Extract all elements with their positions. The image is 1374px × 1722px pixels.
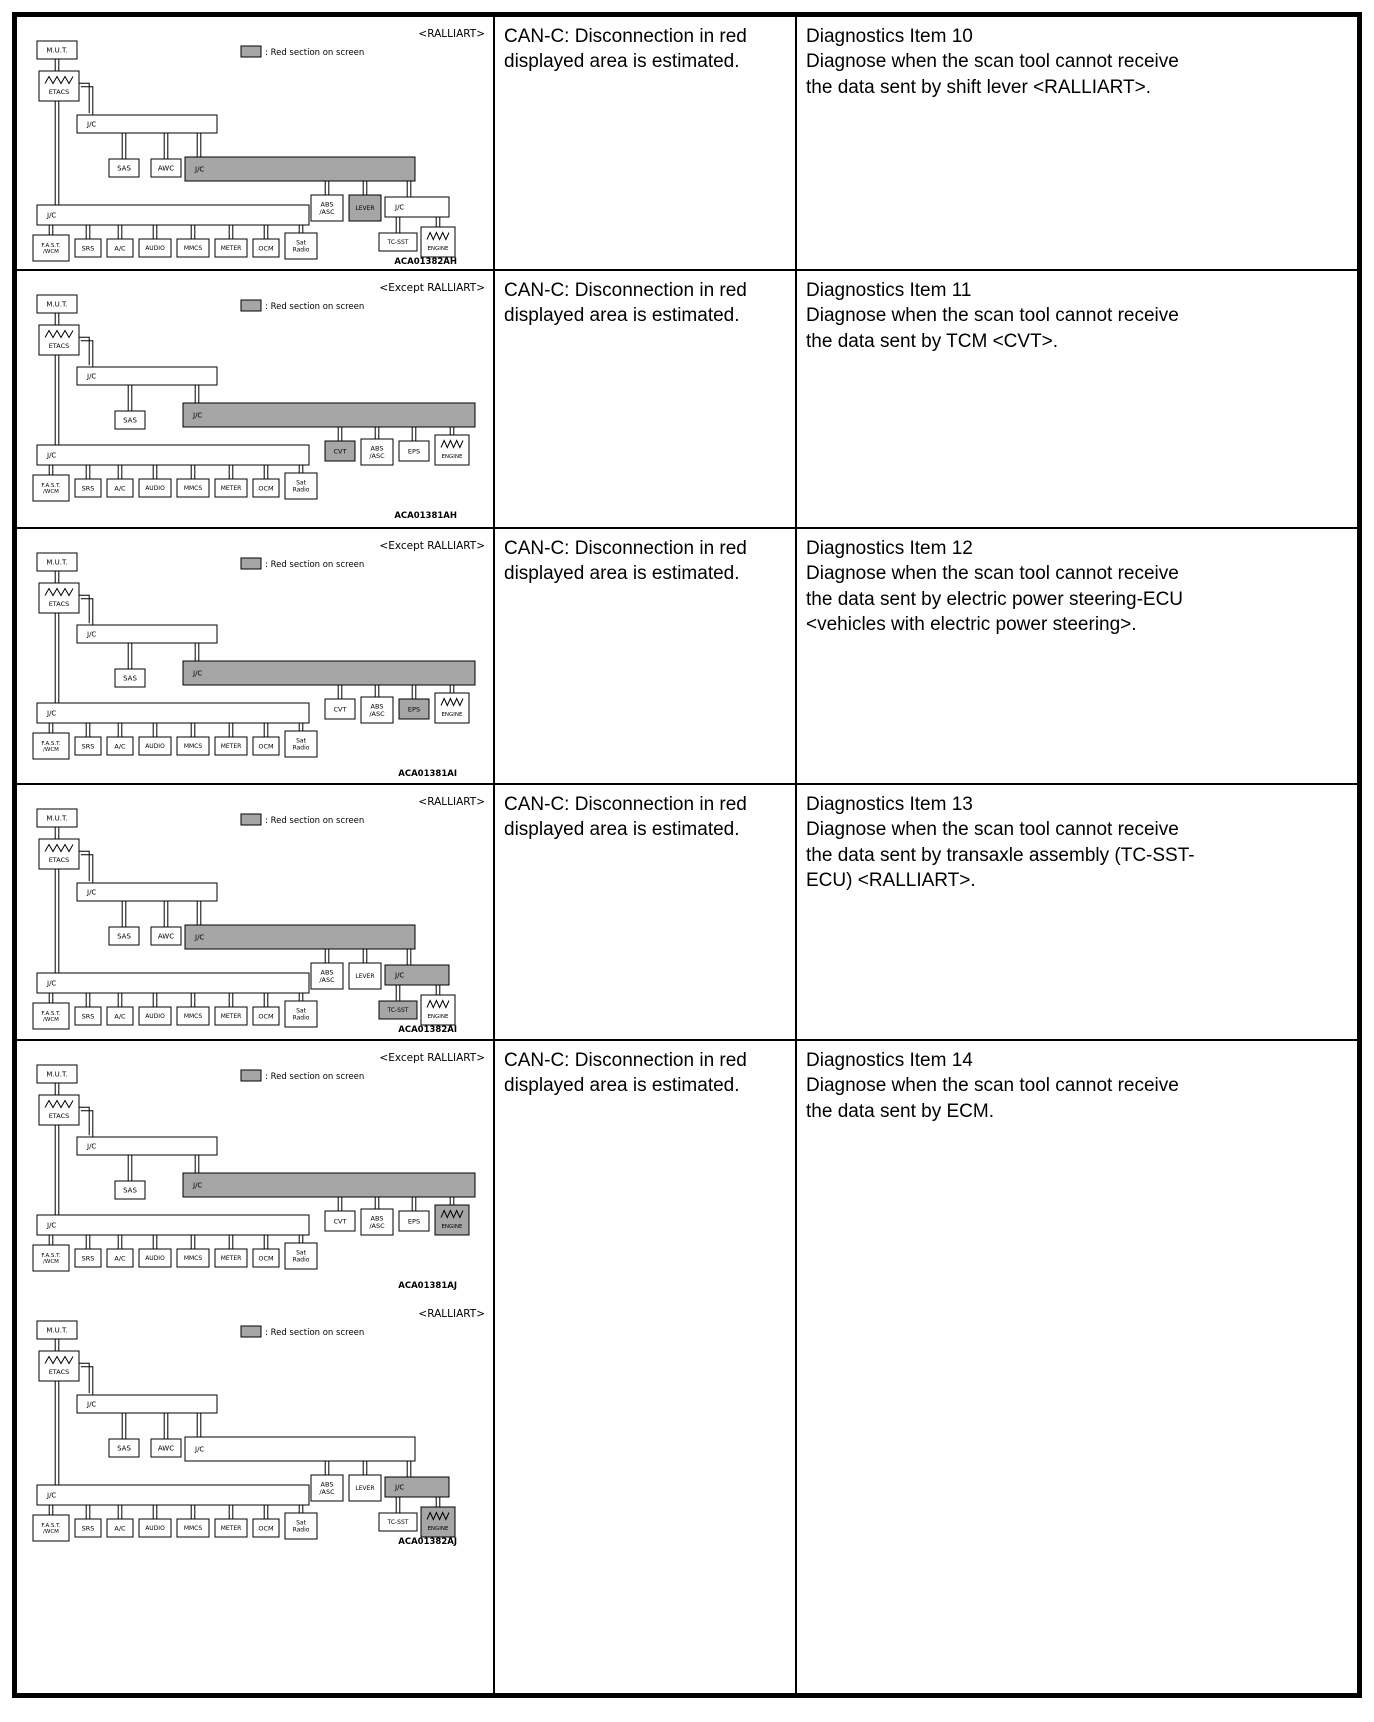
node-label: OCM: [258, 1524, 274, 1533]
node-label: MMCS: [183, 245, 203, 253]
node-label: METER: [220, 1013, 242, 1021]
node-label: SRS: [81, 244, 95, 253]
legend-label: : Red section on screen: [265, 48, 365, 58]
node-jc4: [37, 1485, 309, 1505]
diagnostics-cell: [797, 529, 1357, 785]
node-label: Sat Radio: [292, 737, 310, 752]
diagnostics-item-description: Diagnose when the scan tool cannot receive the data sent by ECM.: [806, 1075, 1179, 1122]
bus-wire: [81, 855, 93, 885]
node-label: OCM: [258, 484, 274, 493]
bus-wire: [81, 599, 93, 627]
can-note-text: CAN-C: Disconnection in red displayed area is estimated.: [504, 794, 747, 841]
diagnostics-item-description: Diagnose when the scan tool cannot receive the data sent by TCM <CVT>.: [806, 305, 1179, 352]
node-label: F.A.S.T. /WCM: [41, 740, 61, 754]
diagnostics-cell: [797, 1041, 1357, 1693]
node-label: TC-SST: [387, 239, 409, 247]
node-label: J/C: [87, 1400, 97, 1409]
diagnostics-table: [17, 17, 1357, 1693]
node-label: J/C: [47, 979, 57, 988]
can-note-text: CAN-C: Disconnection in red displayed area is estimated.: [504, 26, 747, 73]
node-etacs: [39, 325, 79, 355]
can-note-text: CAN-C: Disconnection in red displayed area is estimated.: [504, 1050, 747, 1097]
node-label: ABS /ASC: [369, 702, 385, 719]
node-label: J/C: [195, 1445, 205, 1454]
bus-wire: [81, 1111, 93, 1139]
node-label: J/C: [47, 1491, 57, 1500]
node-jc2: [185, 925, 415, 949]
node-label: METER: [220, 1255, 242, 1263]
node-label: Sat Radio: [292, 239, 310, 254]
can-note-text: CAN-C: Disconnection in red displayed area is estimated.: [504, 280, 747, 327]
can-note-cell: [495, 1041, 797, 1693]
node-label: SAS: [123, 416, 137, 425]
node-label: F.A.S.T. /WCM: [41, 242, 61, 256]
node-engine: [435, 693, 469, 723]
bus-wire: [81, 87, 93, 117]
node-jc1: [77, 367, 217, 385]
node-label: AWC: [157, 164, 175, 173]
node-jc2: [185, 157, 415, 181]
node-jc2: [183, 661, 475, 685]
node-label: F.A.S.T. /WCM: [41, 1010, 61, 1024]
bus-wire: [81, 341, 93, 369]
can-bus-diagram: [19, 533, 491, 779]
node-label: CVT: [333, 447, 347, 456]
node-label: SRS: [81, 1254, 95, 1263]
node-label: MMCS: [183, 1255, 203, 1263]
can-topology-svg: [19, 275, 489, 521]
figure-code: ACA01381AI: [398, 769, 457, 779]
node-label: M.U.T.: [46, 46, 68, 55]
node-label: A/C: [114, 742, 126, 751]
can-note-cell: [495, 529, 797, 785]
node-label: J/C: [395, 203, 405, 212]
node-label: TC-SST: [387, 1519, 409, 1527]
node-jc1: [77, 1395, 217, 1413]
diagram-cell: [17, 529, 495, 785]
node-label: M.U.T.: [46, 300, 68, 309]
figure-code: ACA01381AH: [394, 511, 457, 521]
node-jc4: [37, 973, 309, 993]
node-label: ENGINE: [427, 1526, 449, 1532]
node-jc1: [77, 883, 217, 901]
node-label: Sat Radio: [292, 1007, 310, 1022]
node-label: CVT: [333, 705, 347, 714]
legend-label: : Red section on screen: [265, 1328, 365, 1338]
can-bus-diagram: [19, 1301, 491, 1547]
node-etacs: [39, 1351, 79, 1381]
can-topology-svg: [19, 1301, 489, 1547]
node-label: METER: [220, 485, 242, 493]
node-label: J/C: [87, 630, 97, 639]
node-etacs: [39, 583, 79, 613]
node-label: SRS: [81, 484, 95, 493]
node-label: AUDIO: [145, 1255, 165, 1263]
legend-label: : Red section on screen: [265, 560, 365, 570]
node-label: LEVER: [355, 1485, 375, 1493]
diagnostics-item-title: Diagnostics Item 14: [806, 1050, 973, 1071]
node-label: CVT: [333, 1217, 347, 1226]
node-label: ETACS: [48, 1112, 70, 1120]
node-engine: [435, 435, 469, 465]
node-label: ABS /ASC: [319, 200, 335, 217]
node-label: A/C: [114, 1254, 126, 1263]
node-label: ETACS: [48, 600, 70, 608]
bus-wire: [81, 1367, 93, 1397]
can-bus-diagram: [19, 1045, 491, 1291]
legend-swatch: [241, 1326, 261, 1337]
node-label: TC-SST: [387, 1007, 409, 1015]
diagram-variant-title: <Except RALLIART>: [379, 1052, 485, 1064]
node-label: ETACS: [48, 856, 70, 864]
diagnostics-item-title: Diagnostics Item 12: [806, 538, 973, 559]
diagnostics-item-description: Diagnose when the scan tool cannot receive the data sent by transaxle assembly (TC-SST-ECU) <RALLIART>.: [806, 819, 1195, 892]
node-label: J/C: [87, 1142, 97, 1151]
node-label: Sat Radio: [292, 1249, 310, 1264]
node-label: SAS: [117, 1444, 131, 1453]
node-label: SAS: [123, 1186, 137, 1195]
node-jc4: [37, 445, 309, 465]
node-label: AUDIO: [145, 245, 165, 253]
diagram-variant-title: <Except RALLIART>: [379, 540, 485, 552]
node-label: A/C: [114, 244, 126, 253]
can-bus-diagram: [19, 789, 491, 1035]
diagram-variant-title: <RALLIART>: [418, 796, 485, 808]
legend-label: : Red section on screen: [265, 816, 365, 826]
node-label: ENGINE: [441, 1224, 463, 1230]
node-label: J/C: [395, 1483, 405, 1492]
node-label: J/C: [47, 1221, 57, 1230]
node-label: OCM: [258, 1254, 274, 1263]
node-label: METER: [220, 1525, 242, 1533]
node-engine: [421, 1507, 455, 1537]
node-label: SRS: [81, 1524, 95, 1533]
node-label: AUDIO: [145, 1013, 165, 1021]
legend-swatch: [241, 814, 261, 825]
node-label: ENGINE: [427, 1014, 449, 1020]
diagram-variant-title: <RALLIART>: [418, 1308, 485, 1320]
figure-code: ACA01382AJ: [398, 1537, 457, 1547]
node-label: A/C: [114, 1524, 126, 1533]
can-note-cell: [495, 785, 797, 1041]
legend-label: : Red section on screen: [265, 1072, 365, 1082]
node-label: EPS: [407, 447, 421, 456]
node-label: ABS /ASC: [369, 1214, 385, 1231]
diagram-variant-title: <RALLIART>: [418, 28, 485, 40]
node-label: AWC: [157, 1444, 175, 1453]
node-label: SRS: [81, 1012, 95, 1021]
legend-swatch: [241, 300, 261, 311]
node-label: METER: [220, 245, 242, 253]
node-label: OCM: [258, 742, 274, 751]
node-label: MMCS: [183, 1525, 203, 1533]
node-label: SRS: [81, 742, 95, 751]
node-label: MMCS: [183, 485, 203, 493]
can-topology-svg: [19, 533, 489, 779]
diagnostics-cell: [797, 271, 1357, 529]
node-etacs: [39, 839, 79, 869]
node-etacs: [39, 71, 79, 101]
node-label: AUDIO: [145, 743, 165, 751]
node-jc4: [37, 205, 309, 225]
node-label: METER: [220, 743, 242, 751]
node-label: AUDIO: [145, 485, 165, 493]
diagnostics-item-title: Diagnostics Item 13: [806, 794, 973, 815]
node-label: J/C: [87, 372, 97, 381]
node-jc1: [77, 625, 217, 643]
diagram-cell: [17, 271, 495, 529]
node-label: Sat Radio: [292, 479, 310, 494]
node-label: ENGINE: [427, 246, 449, 252]
figure-code: ACA01382AI: [398, 1025, 457, 1035]
node-label: MMCS: [183, 1013, 203, 1021]
node-jc1: [77, 1137, 217, 1155]
node-label: M.U.T.: [46, 1326, 68, 1335]
node-label: J/C: [47, 451, 57, 460]
legend-swatch: [241, 46, 261, 57]
manual-page: [12, 12, 1362, 1698]
diagnostics-cell: [797, 17, 1357, 271]
node-label: F.A.S.T. /WCM: [41, 482, 61, 496]
node-label: ETACS: [48, 1368, 70, 1376]
node-engine: [421, 995, 455, 1025]
node-label: LEVER: [355, 973, 375, 981]
node-label: ENGINE: [441, 712, 463, 718]
node-label: ABS /ASC: [369, 444, 385, 461]
node-label: ABS /ASC: [319, 968, 335, 985]
node-etacs: [39, 1095, 79, 1125]
node-label: J/C: [195, 933, 205, 942]
can-topology-svg: [19, 1045, 489, 1291]
legend-swatch: [241, 1070, 261, 1081]
node-label: J/C: [193, 1181, 203, 1190]
node-label: SAS: [123, 674, 137, 683]
node-label: Sat Radio: [292, 1519, 310, 1534]
can-bus-diagram: [19, 21, 491, 267]
node-jc2: [183, 1173, 475, 1197]
node-label: ETACS: [48, 342, 70, 350]
node-jc4: [37, 1215, 309, 1235]
node-label: M.U.T.: [46, 814, 68, 823]
can-note-cell: [495, 17, 797, 271]
can-note-text: CAN-C: Disconnection in red displayed area is estimated.: [504, 538, 747, 585]
node-jc2: [183, 403, 475, 427]
diagram-cell: [17, 785, 495, 1041]
figure-code: ACA01382AH: [394, 257, 457, 267]
node-engine: [421, 227, 455, 257]
node-label: J/C: [47, 211, 57, 220]
node-label: A/C: [114, 1012, 126, 1021]
node-jc2: [185, 1437, 415, 1461]
diagnostics-cell: [797, 785, 1357, 1041]
node-label: OCM: [258, 244, 274, 253]
figure-code: ACA01381AJ: [398, 1281, 457, 1291]
diagnostics-item-title: Diagnostics Item 11: [806, 280, 972, 301]
node-label: EPS: [407, 1217, 421, 1226]
node-label: J/C: [87, 888, 97, 897]
node-label: ENGINE: [441, 454, 463, 460]
node-label: F.A.S.T. /WCM: [41, 1252, 61, 1266]
node-label: A/C: [114, 484, 126, 493]
diagram-variant-title: <Except RALLIART>: [379, 282, 485, 294]
diagnostics-item-description: Diagnose when the scan tool cannot receive the data sent by shift lever <RALLIART>.: [806, 51, 1179, 98]
node-label: ABS /ASC: [319, 1480, 335, 1497]
node-label: MMCS: [183, 743, 203, 751]
node-label: OCM: [258, 1012, 274, 1021]
node-label: SAS: [117, 164, 131, 173]
node-label: M.U.T.: [46, 1070, 68, 1079]
diagram-cell: [17, 17, 495, 271]
node-label: J/C: [87, 120, 97, 129]
node-label: M.U.T.: [46, 558, 68, 567]
node-label: EPS: [407, 705, 421, 714]
can-bus-diagram: [19, 275, 491, 521]
node-label: J/C: [193, 669, 203, 678]
can-topology-svg: [19, 789, 489, 1035]
node-label: J/C: [395, 971, 405, 980]
node-label: AUDIO: [145, 1525, 165, 1533]
diagnostics-item-description: Diagnose when the scan tool cannot receive the data sent by electric power steering-ECU <vehicles with electric power steering>.: [806, 563, 1184, 636]
node-label: AWC: [157, 932, 175, 941]
can-topology-svg: [19, 21, 489, 267]
node-label: SAS: [117, 932, 131, 941]
diagram-cell: [17, 1041, 495, 1693]
can-note-cell: [495, 271, 797, 529]
node-label: F.A.S.T. /WCM: [41, 1522, 61, 1536]
node-label: LEVER: [355, 205, 375, 213]
node-label: J/C: [195, 165, 205, 174]
node-jc4: [37, 703, 309, 723]
node-label: J/C: [193, 411, 203, 420]
node-label: ETACS: [48, 88, 70, 96]
diagnostics-item-title: Diagnostics Item 10: [806, 26, 973, 47]
node-jc1: [77, 115, 217, 133]
node-label: J/C: [47, 709, 57, 718]
node-engine: [435, 1205, 469, 1235]
legend-label: : Red section on screen: [265, 302, 365, 312]
legend-swatch: [241, 558, 261, 569]
